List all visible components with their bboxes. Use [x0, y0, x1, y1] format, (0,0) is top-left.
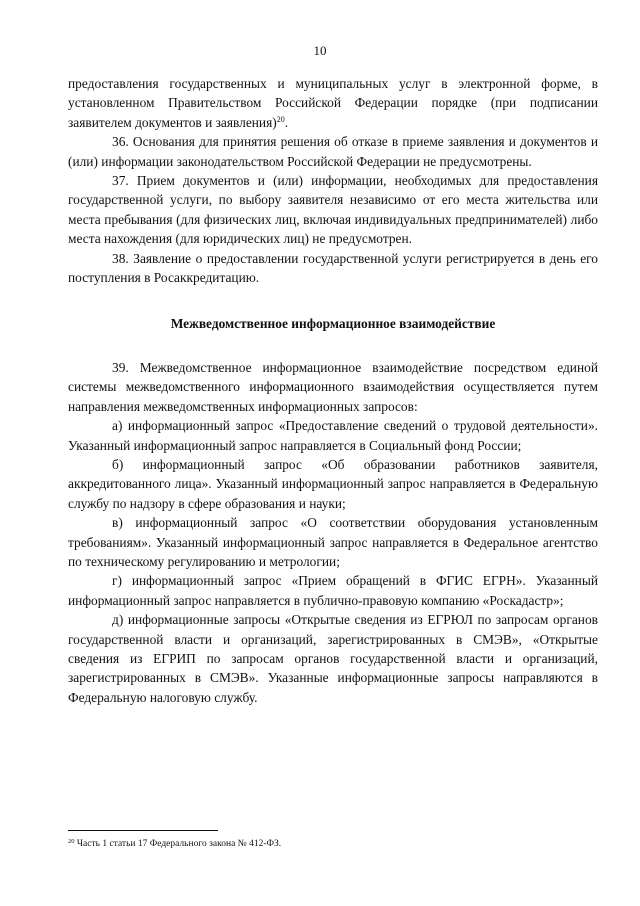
page-number: 10	[313, 43, 327, 58]
paragraph-39-v: в) информационный запрос «О соответствии оборудования установленным требованиям». Указанный информационный запрос направляется в Федеральное агентство по техническому регулированию и метрологии;	[68, 515, 598, 569]
paragraph-37: 37. Прием документов и (или) информации, необходимых для предоставления государственной услуги, по выбору заявителя независимо от его места жительства или места пребывания (для физических лиц, включая индивидуальных предпринимателей) либо места нахождения (для юридических лиц) не предусмотрен.	[68, 173, 598, 247]
footnote-reference[interactable]: 20	[276, 114, 285, 124]
paragraph-tail: .	[284, 114, 289, 130]
paragraph-39-g: г) информационный запрос «Прием обращений в ФГИС ЕГРН». Указанный информационный запрос направляется в публично-правовую компанию «Роскадастр»;	[68, 573, 598, 608]
paragraph-39-b: б) информационный запрос «Об образовании работников заявителя, аккредитованного лица». Указанный информационный запрос направляется в Федеральную службу по надзору в сфере образования и науки;	[68, 456, 598, 511]
footnote-divider	[68, 830, 218, 831]
paragraph-text: предоставления государственных и муниципальных услуг в электронной форме, в установленном Правительством Российской Федерации порядке (при подписании заявителем документов и заявления)	[68, 76, 598, 130]
paragraph-39-d: д) информационные запросы «Открытые сведения из ЕГРЮЛ по запросам органов государственной власти и организаций, зарегистрированных в СМЭВ», «Открытые сведения из ЕГРИП по запросам органов государственной власти и организаций, зарегистрированных в СМЭВ». Указанные информационные запросы направляются в Федеральную налоговую службу.	[68, 612, 598, 705]
section-heading: Межведомственное информационное взаимодействие	[170, 316, 496, 332]
footnote-number: 20	[68, 838, 75, 845]
paragraph-36: 36. Основания для принятия решения об отказе в приеме заявления и документов и (или) информации законодательством Российской Федерации не предусмотрены.	[68, 134, 598, 169]
paragraph-39-a: а) информационный запрос «Предоставление сведений о трудовой деятельности». Указанный информационный запрос направляется в Социальный фонд России;	[68, 418, 598, 453]
document-body	[68, 74, 598, 707]
footnote	[68, 838, 598, 850]
paragraph-38: 38. Заявление о предоставлении государственной услуги регистрируется в день его поступления в Росаккредитацию.	[68, 250, 598, 286]
paragraph-39: 39. Межведомственное информационное взаимодействие посредством единой системы межведомственного информационного взаимодействия осуществляется путем направления межведомственных информационных запросов:	[68, 359, 598, 414]
footnote-text: Часть 1 статьи 17 Федерального закона № 412-ФЗ.	[74, 839, 282, 849]
paragraph-continuation	[68, 74, 598, 132]
